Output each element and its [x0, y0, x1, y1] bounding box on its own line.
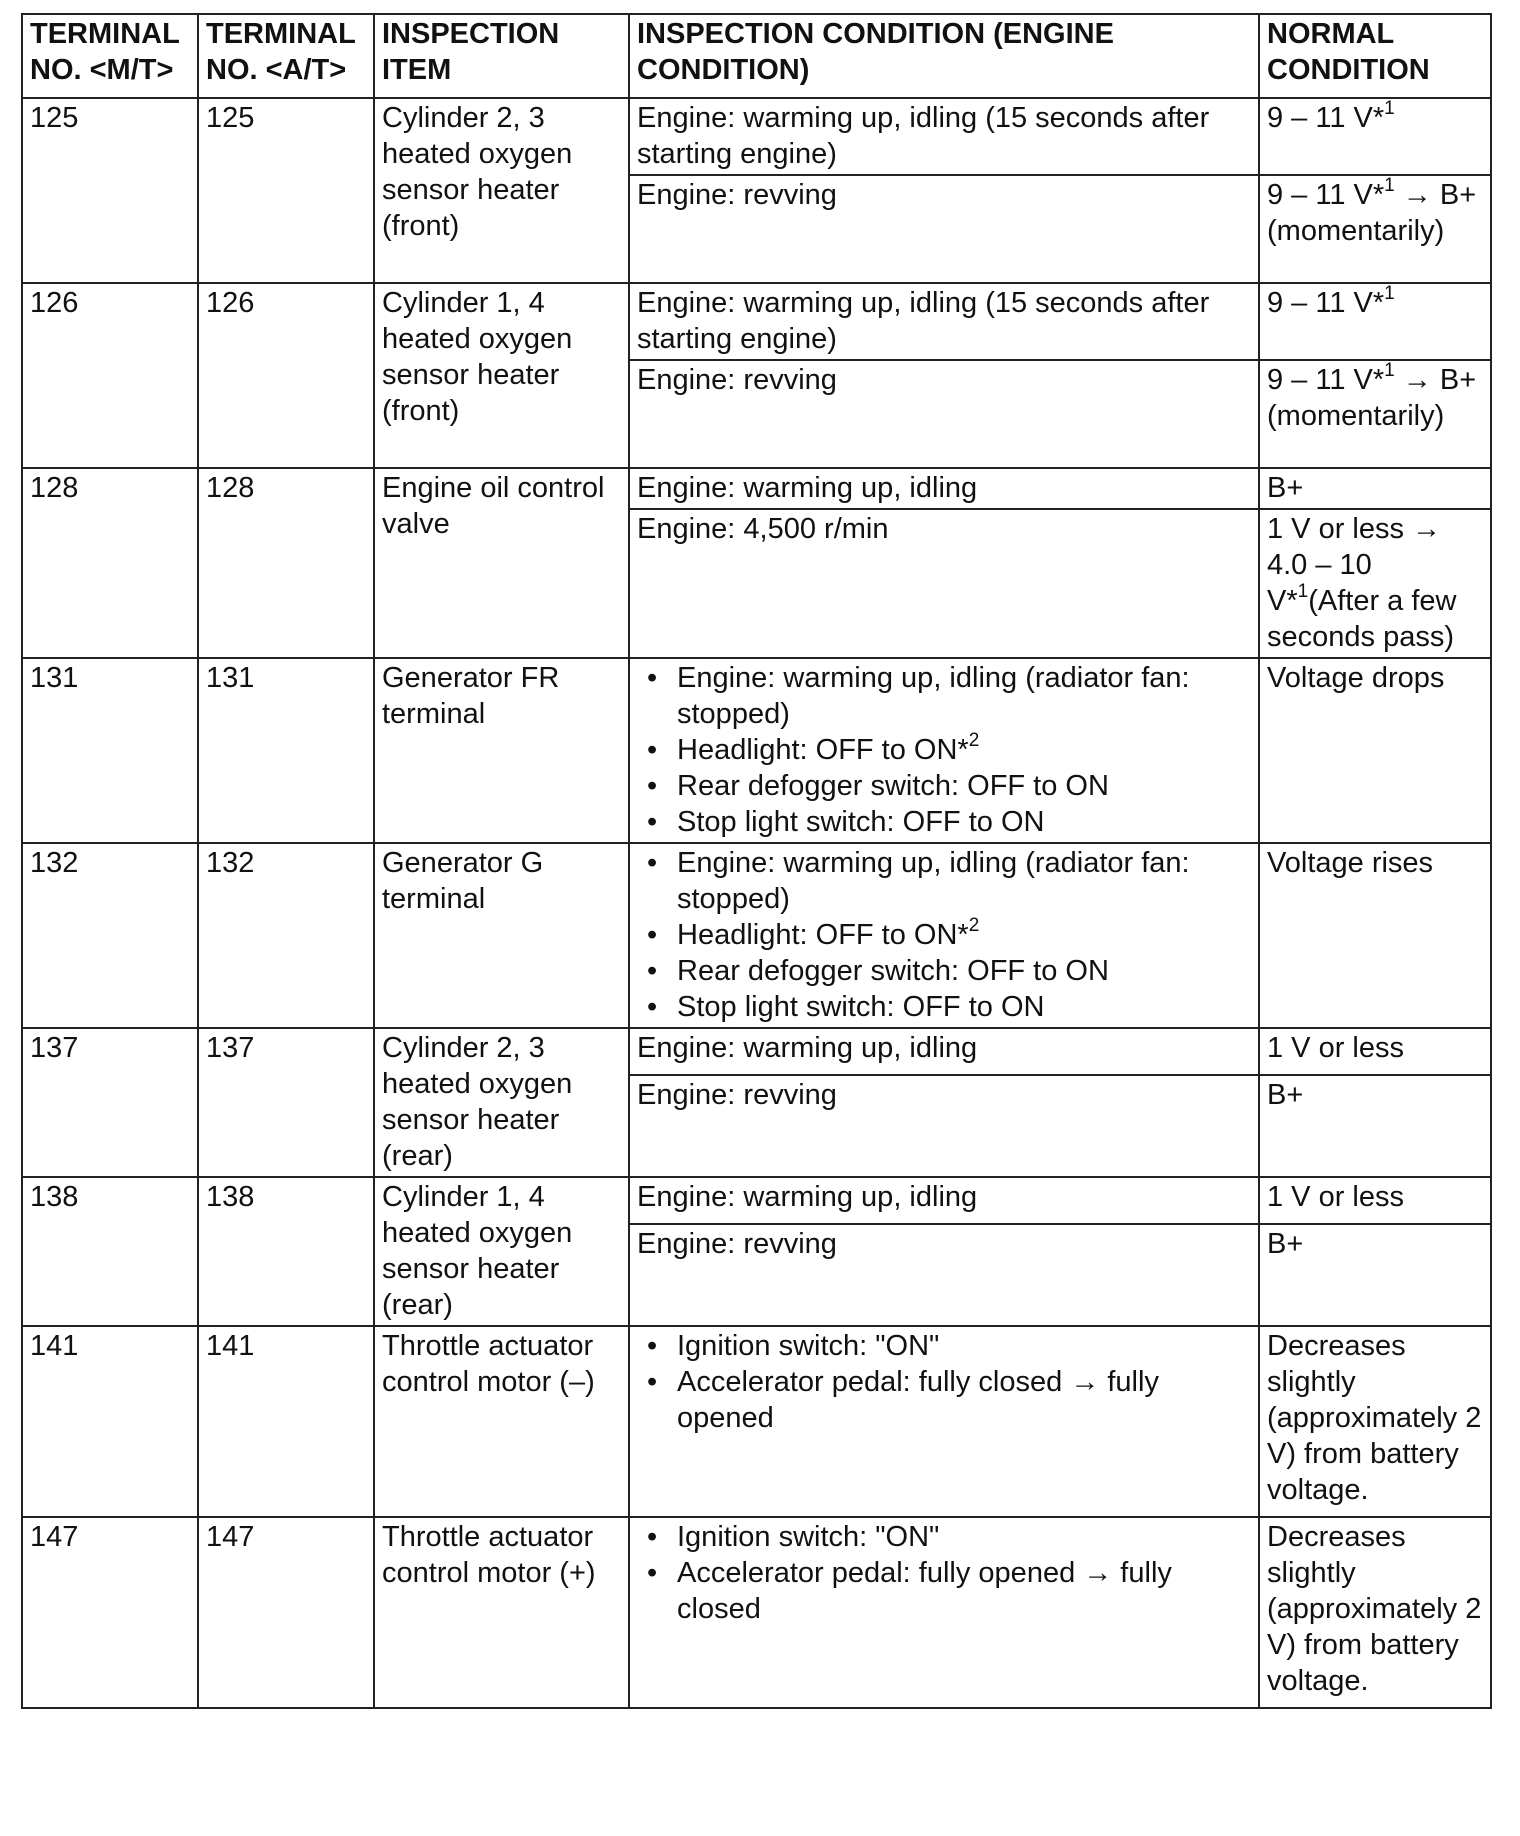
inspection-table — [21, 13, 1492, 1709]
condition-text: Engine: warming up, idling (radiator fan: stopped) — [677, 662, 1190, 730]
normal-value: 9 – 11 V* — [1267, 179, 1385, 211]
condition-cell — [629, 1326, 1259, 1517]
normal-condition-cell — [1259, 1075, 1491, 1177]
condition-list-item — [677, 1364, 1251, 1436]
header-row — [22, 14, 1491, 98]
normal-value: 1 V or less — [1267, 1181, 1404, 1213]
condition-list-item — [677, 1519, 1251, 1555]
table-header — [22, 14, 1491, 98]
condition-text: Rear defogger switch: OFF to ON — [677, 770, 1109, 802]
header-inspection-condition: INSPECTION CONDITION (ENGINE CONDITION) — [629, 14, 1259, 98]
normal-condition-cell — [1259, 1224, 1491, 1326]
inspection-item-cell: Cylinder 1, 4 heated oxygen sensor heater (rear) — [374, 1177, 629, 1326]
terminal-mt-cell: 147 — [22, 1517, 198, 1708]
inspection-item-cell: Throttle actuator control motor (+) — [374, 1517, 629, 1708]
normal-value: B+ — [1267, 472, 1304, 504]
normal-condition-cell: Voltage rises — [1259, 843, 1491, 1028]
condition-list-item — [677, 1328, 1251, 1364]
condition-cell: Engine: 4,500 r/min — [629, 509, 1259, 658]
terminal-at-cell: 147 — [198, 1517, 374, 1708]
condition-list-item — [677, 804, 1251, 840]
normal-condition-cell — [1259, 509, 1491, 658]
condition-cell — [629, 843, 1259, 1028]
footnote-marker: 1 — [1384, 98, 1395, 120]
condition-text: Accelerator pedal: fully closed → fully opened — [677, 1366, 1159, 1434]
condition-list-item — [677, 768, 1251, 804]
normal-condition-cell — [1259, 98, 1491, 175]
terminal-at-cell: 125 — [198, 98, 374, 283]
condition-cell: Engine: revving — [629, 1224, 1259, 1326]
condition-cell: Engine: revving — [629, 360, 1259, 468]
normal-value: B+ — [1267, 1078, 1304, 1111]
normal-condition-cell — [1259, 360, 1491, 468]
inspection-item-cell: Cylinder 2, 3 heated oxygen sensor heater (front) — [374, 98, 629, 283]
inspection-item-cell: Engine oil control valve — [374, 468, 629, 658]
table-row — [22, 468, 1491, 509]
condition-list — [637, 1519, 1251, 1627]
condition-list-item — [677, 953, 1251, 989]
condition-cell: Engine: warming up, idling (15 seconds after starting engine) — [629, 283, 1259, 360]
normal-condition-cell: Voltage drops — [1259, 658, 1491, 843]
footnote-marker: 1 — [1384, 360, 1395, 382]
normal-value: 1 V or less — [1267, 1032, 1404, 1064]
table-row — [22, 98, 1491, 175]
terminal-at-cell: 141 — [198, 1326, 374, 1517]
condition-list-item — [677, 732, 1251, 768]
footnote-marker: 1 — [1384, 283, 1395, 305]
terminal-at-cell: 138 — [198, 1177, 374, 1326]
condition-list-item — [677, 1555, 1251, 1627]
normal-condition-cell — [1259, 1177, 1491, 1224]
terminal-mt-cell: 141 — [22, 1326, 198, 1517]
condition-list — [637, 660, 1251, 840]
header-normal-condition: NORMAL CONDITION — [1259, 14, 1491, 98]
footnote-marker: 1 — [1297, 581, 1309, 603]
condition-text: Stop light switch: OFF to ON — [677, 991, 1045, 1023]
normal-condition-cell: Decreases slightly (approximately 2 V) from battery voltage. — [1259, 1517, 1491, 1708]
terminal-at-cell: 132 — [198, 843, 374, 1028]
terminal-mt-cell: 128 — [22, 468, 198, 658]
condition-cell — [629, 658, 1259, 843]
normal-value: 1 V or less → 4.0 – 10 V* — [1267, 513, 1442, 617]
condition-text: Ignition switch: "ON" — [677, 1330, 940, 1362]
table-row — [22, 843, 1491, 1028]
terminal-at-cell: 128 — [198, 468, 374, 658]
inspection-item-cell: Generator FR terminal — [374, 658, 629, 843]
normal-value: B+ — [1267, 1227, 1304, 1260]
header-terminal-mt: TERMINAL NO. <M/T> — [22, 14, 198, 98]
condition-text: Rear defogger switch: OFF to ON — [677, 955, 1109, 987]
table-row — [22, 1326, 1491, 1517]
footnote-marker: 1 — [1384, 175, 1395, 197]
normal-value-suffix: (After a few seconds pass) — [1267, 585, 1457, 653]
table-body — [22, 98, 1491, 1708]
footnote-marker: 2 — [968, 915, 980, 937]
normal-value-suffix: → B+ (momentarily) — [1267, 179, 1477, 247]
condition-list — [637, 1328, 1251, 1436]
table-row — [22, 283, 1491, 360]
terminal-at-cell: 131 — [198, 658, 374, 843]
normal-condition-cell — [1259, 1028, 1491, 1075]
inspection-item-cell: Generator G terminal — [374, 843, 629, 1028]
terminal-at-cell: 137 — [198, 1028, 374, 1177]
header-terminal-at: TERMINAL NO. <A/T> — [198, 14, 374, 98]
condition-text: Headlight: OFF to ON* — [677, 919, 969, 951]
normal-value-suffix: → B+ (momentarily) — [1267, 364, 1477, 432]
table-row — [22, 1177, 1491, 1224]
condition-cell: Engine: warming up, idling — [629, 1028, 1259, 1075]
condition-cell — [629, 1517, 1259, 1708]
inspection-item-cell: Throttle actuator control motor (–) — [374, 1326, 629, 1517]
normal-value: 9 – 11 V* — [1267, 102, 1385, 134]
terminal-mt-cell: 126 — [22, 283, 198, 468]
condition-text: Headlight: OFF to ON* — [677, 734, 969, 766]
terminal-mt-cell: 131 — [22, 658, 198, 843]
table-row — [22, 1028, 1491, 1075]
inspection-item-cell: Cylinder 2, 3 heated oxygen sensor heater (rear) — [374, 1028, 629, 1177]
normal-condition-cell: Decreases slightly (approximately 2 V) from battery voltage. — [1259, 1326, 1491, 1517]
footnote-marker: 2 — [968, 730, 980, 752]
table-row — [22, 1517, 1491, 1708]
condition-cell: Engine: revving — [629, 175, 1259, 283]
condition-cell: Engine: warming up, idling — [629, 468, 1259, 509]
normal-value: 9 – 11 V* — [1267, 364, 1385, 396]
table-row — [22, 658, 1491, 843]
condition-list — [637, 845, 1251, 1025]
condition-text: Ignition switch: "ON" — [677, 1521, 940, 1553]
terminal-mt-cell: 125 — [22, 98, 198, 283]
header-inspection-item: INSPECTION ITEM — [374, 14, 629, 98]
normal-condition-cell — [1259, 175, 1491, 283]
inspection-item-cell: Cylinder 1, 4 heated oxygen sensor heater (front) — [374, 283, 629, 468]
condition-text: Accelerator pedal: fully opened → fully closed — [677, 1557, 1172, 1625]
condition-text: Stop light switch: OFF to ON — [677, 806, 1045, 838]
terminal-mt-cell: 138 — [22, 1177, 198, 1326]
terminal-mt-cell: 132 — [22, 843, 198, 1028]
condition-list-item — [677, 989, 1251, 1025]
condition-list-item — [677, 845, 1251, 917]
condition-cell: Engine: revving — [629, 1075, 1259, 1177]
terminal-mt-cell: 137 — [22, 1028, 198, 1177]
normal-condition-cell — [1259, 283, 1491, 360]
normal-condition-cell — [1259, 468, 1491, 509]
terminal-at-cell: 126 — [198, 283, 374, 468]
normal-value: 9 – 11 V* — [1267, 287, 1385, 319]
condition-text: Engine: warming up, idling (radiator fan: stopped) — [677, 847, 1190, 915]
condition-cell: Engine: warming up, idling — [629, 1177, 1259, 1224]
condition-list-item — [677, 917, 1251, 953]
condition-cell: Engine: warming up, idling (15 seconds after starting engine) — [629, 98, 1259, 175]
condition-list-item — [677, 660, 1251, 732]
